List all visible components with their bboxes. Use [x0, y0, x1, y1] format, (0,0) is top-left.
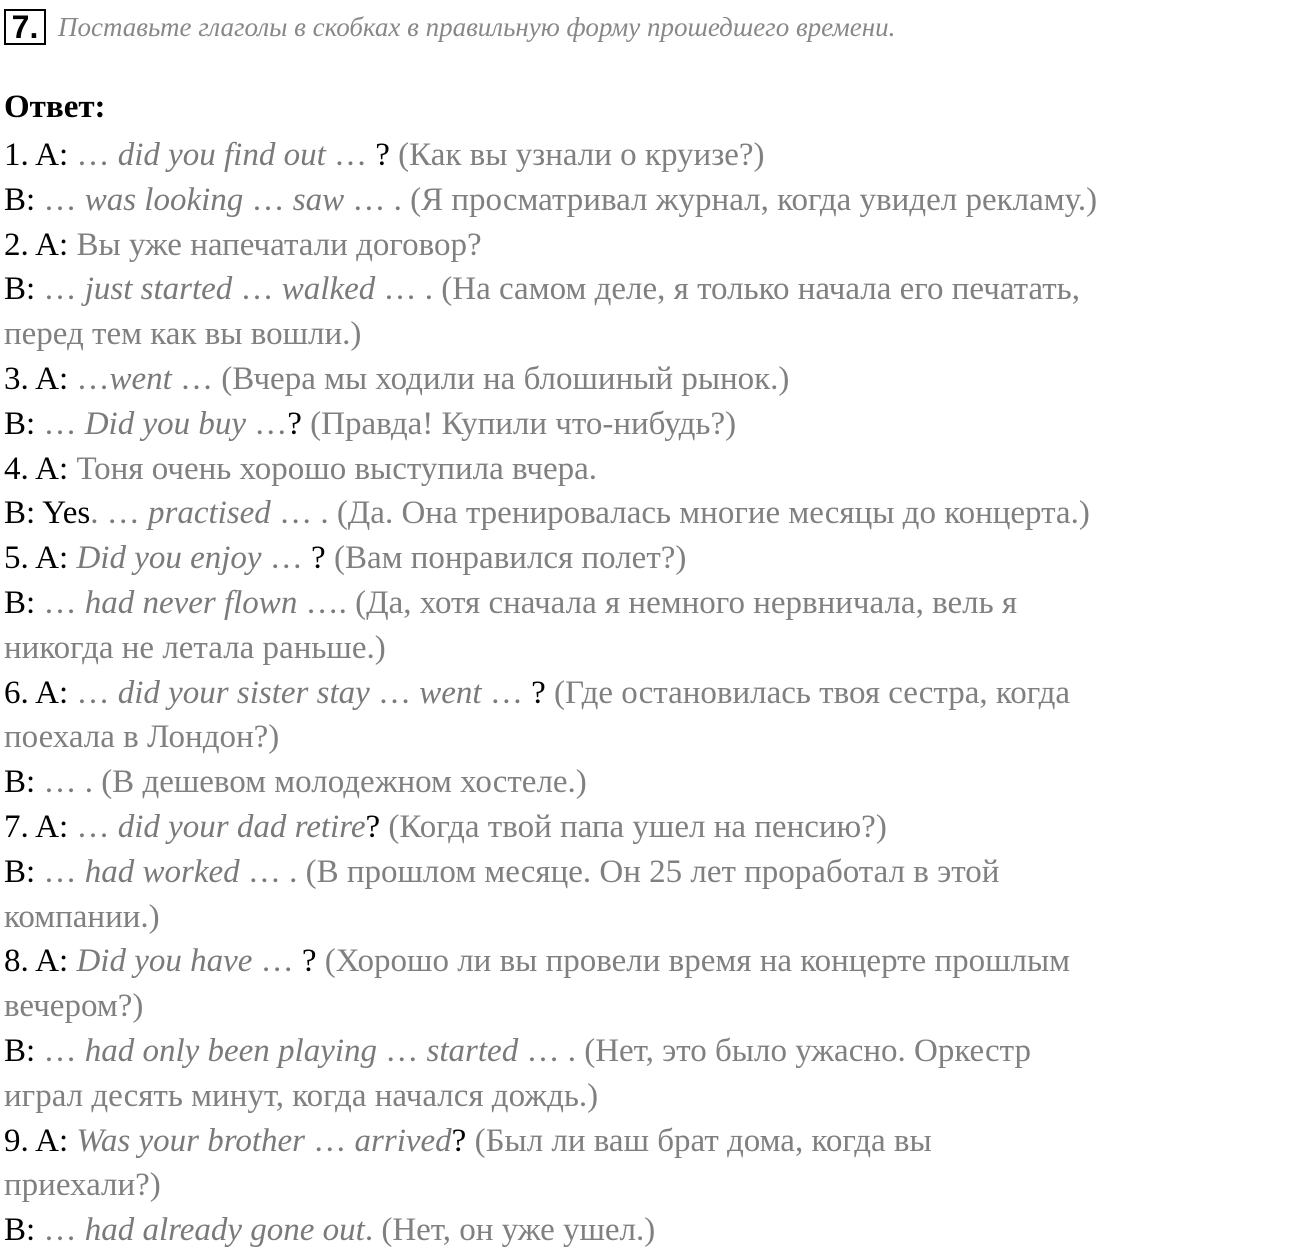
answer-line-segment: … [76, 137, 118, 173]
answer-line [4, 536, 1301, 581]
answer-line-segment: 7. A: [4, 808, 77, 845]
answer-line-segment: (Хорошо ли вы провели время на концерте прошлым [324, 943, 1071, 980]
answer-line-segment: had already gone out [84, 1212, 365, 1249]
answer-line-segment: went [109, 360, 172, 397]
answer-line-segment: Вы уже напечатали договор? [76, 226, 482, 263]
answer-line-segment: ? [287, 405, 311, 442]
answer-lines [4, 133, 1301, 1253]
answer-line-segment: (В прошлом месяце. Он 25 лет проработал в этой [305, 853, 1000, 890]
answer-line [4, 1208, 1301, 1253]
answer-line-segment: B: Yes [4, 495, 91, 532]
answer-line-segment: (Вчера мы ходили на блошиный рынок.) [221, 360, 790, 397]
answer-line-segment: … . [239, 853, 306, 890]
answer-line-segment: (Нет, это было ужасно. Оркестр [584, 1032, 1031, 1069]
answer-line-segment: did you find out [117, 137, 326, 173]
answer-line-segment: … [325, 137, 376, 173]
answer-line-segment: B: [4, 853, 44, 890]
answer-line-segment: went [419, 674, 482, 711]
answer-line-segment: B: [4, 764, 44, 801]
answer-line-segment: 9. A: [4, 1122, 77, 1159]
answer-line [4, 805, 1301, 850]
answer-line-segment: B: [4, 1212, 44, 1249]
answer-line-segment: Did you have [76, 943, 253, 980]
answer-line-segment: (В дешевом молодежном хостеле.) [101, 764, 587, 801]
answer-line-segment: … [481, 674, 532, 711]
answer-line-segment: … [377, 1032, 427, 1069]
answer-line-segment: …. [297, 584, 356, 621]
answer-line-segment: … [43, 1032, 85, 1069]
answer-line-segment: B: [4, 584, 44, 621]
answer-line-segment: did your sister stay [117, 674, 370, 711]
answer-line-segment: … [76, 360, 110, 397]
answer-line-segment: … [171, 360, 222, 397]
answer-line-segment: … [43, 405, 85, 442]
answer-line-segment: ? [375, 137, 399, 173]
answer-line-segment: (Я просматривал журнал, когда увидел рекламу.) [410, 181, 1098, 218]
answer-line-segment: (Нет, он уже ушел.) [381, 1212, 656, 1249]
answer-line-segment: walked [281, 271, 376, 308]
answer-line-segment: (Вам понравился полет?) [333, 540, 687, 577]
answer-line-segment: … [43, 181, 85, 218]
answer-line [4, 939, 1301, 984]
answer-line [4, 447, 1301, 492]
answer-line [4, 1029, 1301, 1074]
answer-line-segment: … [245, 405, 288, 442]
answer-line [4, 178, 1301, 223]
answer-line-segment: перед тем как вы вошли.) [4, 316, 362, 353]
answer-line [4, 626, 1301, 671]
answer-line-segment: 1. A: [4, 137, 77, 173]
answer-line-segment: saw [292, 181, 345, 218]
answer-line [4, 1163, 1301, 1208]
answer-line [4, 850, 1301, 895]
answer-line-segment: … [43, 1212, 85, 1249]
answer-line-segment: B: [4, 1032, 44, 1069]
answer-line-segment: 4. A: [4, 450, 77, 487]
answer-line-segment: играл десять минут, когда начался дождь.) [4, 1077, 599, 1114]
answer-line [4, 223, 1301, 268]
answer-line-segment: … . [43, 764, 102, 801]
answer-line-segment: … [43, 584, 85, 621]
exercise-number: 7. [4, 9, 46, 45]
answer-line-segment: … [43, 853, 85, 890]
answer-line-segment: ? [365, 808, 389, 845]
answer-line-segment: компании.) [4, 898, 160, 935]
answer-line [4, 133, 1301, 178]
answer-line-segment: B: [4, 181, 44, 218]
answer-line-segment: Did you enjoy [76, 540, 262, 577]
answer-line [4, 895, 1301, 940]
answer-line-segment: поехала в Лондон?) [4, 719, 280, 756]
answer-line-segment: started [426, 1032, 519, 1069]
answer-line-segment: ? [311, 540, 334, 577]
answer-line-segment: ? [451, 1122, 475, 1159]
answer-line-segment: (Да. Она тренировалась многие месяцы до концерта.) [336, 495, 1090, 532]
answer-line-segment: … [252, 943, 302, 980]
answer-line [4, 402, 1301, 447]
answer-line-segment: had never flown [84, 584, 298, 621]
answer-line [4, 715, 1301, 760]
answer-line-segment: did your dad retire [117, 808, 366, 845]
answer-line [4, 312, 1301, 357]
answer-line-segment: B: [4, 271, 44, 308]
answer-line-segment: … . [344, 181, 411, 218]
answer-line-segment: … . [518, 1032, 585, 1069]
answer-line-segment: ? [531, 674, 554, 711]
answer-line-segment: . [364, 1212, 382, 1249]
answer-line-segment: Did you buy [84, 405, 246, 442]
answer-line-segment: никогда не летала раньше.) [4, 629, 386, 666]
answer-line-segment: (Да, хотя сначала я немного нервничала, вель я [355, 584, 1018, 621]
answer-line [4, 1074, 1301, 1119]
answer-line-segment: … [76, 674, 118, 711]
answer-line-segment: (Был ли ваш брат дома, когда вы [474, 1122, 932, 1159]
answer-line-segment: B: [4, 405, 44, 442]
answer-line-segment: … [369, 674, 420, 711]
answer-line-segment: … [76, 808, 118, 845]
answer-line-segment: 3. A: [4, 360, 77, 397]
answer-line-segment: (Как вы узнали о круизе?) [398, 137, 765, 173]
answer-line-segment: 2. A: [4, 226, 77, 263]
answer-line-segment: just started [84, 271, 233, 308]
answer-heading: Ответ: [4, 89, 106, 125]
exercise-instruction: Поставьте глаголы в скобках в правильную форму прошедшего времени. [58, 11, 896, 42]
answer-line [4, 671, 1301, 716]
answer-line-segment: … . [270, 495, 337, 532]
answer-line-segment: . … [90, 495, 148, 532]
answer-line-segment: 5. A: [4, 540, 77, 577]
answer-line [4, 491, 1301, 536]
answer-line-segment: 8. A: [4, 943, 77, 980]
answer-line-segment: was looking [84, 181, 244, 218]
answer-line-segment: had only been playing [84, 1032, 378, 1069]
answer-line [4, 984, 1301, 1029]
answer-line [4, 267, 1301, 312]
exercise-header [4, 6, 895, 48]
answer-line [4, 581, 1301, 626]
answer-line-segment: (Правда! Купили что-нибудь?) [310, 405, 737, 442]
answer-line-segment: (Когда твой папа ушел на пенсию?) [388, 808, 887, 845]
answer-line-segment: (На самом деле, я только начала его печатать, [441, 271, 1080, 308]
answer-line-segment: Тоня очень хорошо выступила вчера. [76, 450, 597, 487]
answer-line-segment: … [261, 540, 312, 577]
answer-line-segment: Was your brother [76, 1122, 306, 1159]
answer-line-segment: вечером?) [4, 988, 144, 1025]
answer-line-segment: 6. A: [4, 674, 77, 711]
answer-line-segment: ? [301, 943, 325, 980]
answer-line-segment: … [43, 271, 85, 308]
answer-line-segment: … . [375, 271, 442, 308]
answer-line [4, 357, 1301, 402]
answer-line-segment: … [232, 271, 282, 308]
answer-line-segment: had worked [84, 853, 240, 890]
answer-line-segment: … [305, 1122, 355, 1159]
answer-line-segment: (Где остановилась твоя сестра, когда [554, 674, 1071, 711]
answer-line-segment: arrived [354, 1122, 452, 1159]
answer-line-segment: practised [147, 495, 271, 532]
answer-line [4, 760, 1301, 805]
answer-line [4, 1119, 1301, 1164]
answer-line-segment: … [243, 181, 293, 218]
answer-line-segment: приехали?) [4, 1167, 161, 1204]
